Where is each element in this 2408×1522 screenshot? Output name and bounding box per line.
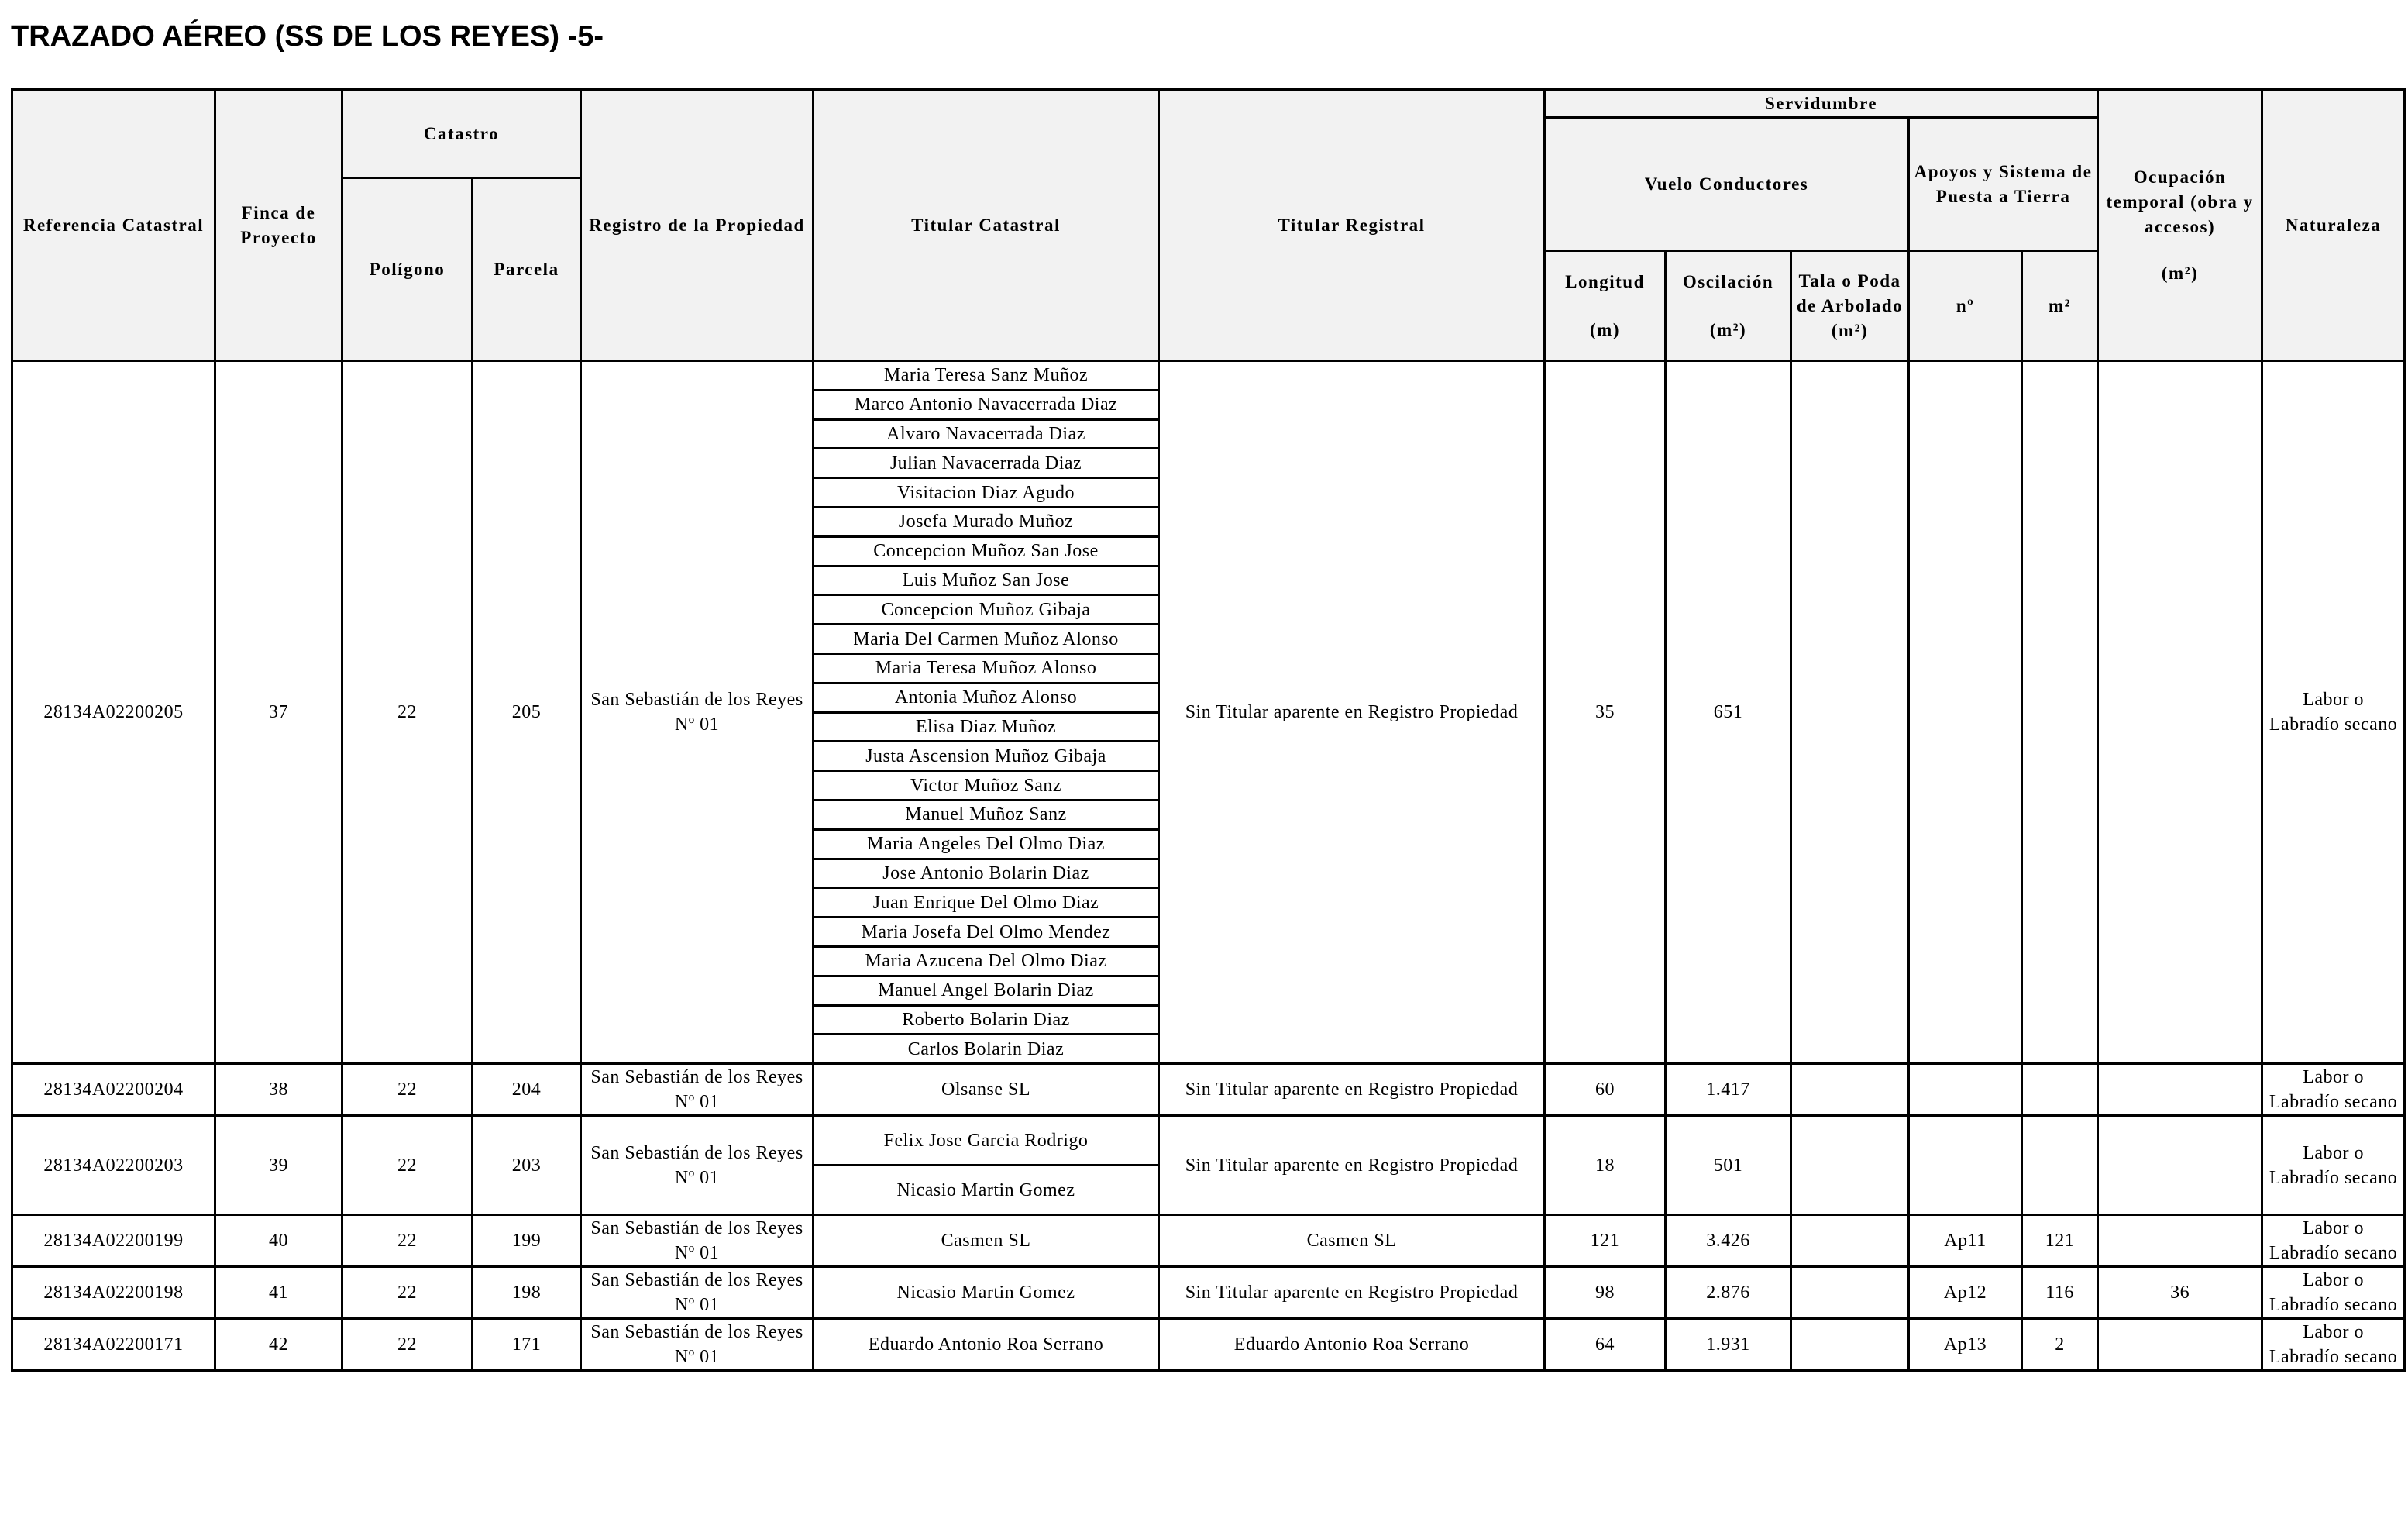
header-finca: Finca de Proyecto <box>215 90 342 361</box>
cell-poligono: 22 <box>342 1064 473 1116</box>
holder-item: Nicasio Martin Gomez <box>896 1179 1075 1200</box>
holder-item: Concepcion Muñoz Gibaja <box>814 595 1158 625</box>
holder-item: Maria Azucena Del Olmo Diaz <box>814 946 1158 976</box>
header-apoyos: Apoyos y Sistema de Puesta a Tierra <box>1909 118 2098 251</box>
cell-apoyo-n <box>1909 361 2022 1064</box>
cell-apoyo-n: Ap11 <box>1909 1215 2022 1267</box>
holder-item: Maria Teresa Muñoz Alonso <box>814 653 1158 683</box>
cell-ocupacion <box>2098 361 2262 1064</box>
table-row <box>12 1064 2405 1116</box>
holder-item: Jose Antonio Bolarin Diaz <box>814 859 1158 888</box>
cell-poligono: 22 <box>342 1215 473 1267</box>
holder-item: Marco Antonio Navacerrada Diaz <box>814 390 1158 419</box>
cell-tala <box>1791 1267 1909 1319</box>
cell-tala <box>1791 361 1909 1064</box>
cell-naturaleza: Labor o Labradío secano <box>2262 1267 2405 1319</box>
cell-apoyo-m2 <box>2022 1064 2098 1116</box>
cell-oscilacion: 1.417 <box>1666 1064 1791 1116</box>
cell-finca: 40 <box>215 1215 342 1267</box>
cell-oscilacion: 651 <box>1666 361 1791 1064</box>
holder-item: Julian Navacerrada Diaz <box>814 449 1158 478</box>
header-ocupacion-unit: (m²) <box>2161 263 2199 283</box>
cell-poligono: 22 <box>342 1319 473 1371</box>
cell-naturaleza: Labor o Labradío secano <box>2262 1064 2405 1116</box>
cell-ocupacion <box>2098 1064 2262 1116</box>
cell-longitud: 18 <box>1545 1116 1666 1215</box>
cell-referencia: 28134A02200171 <box>12 1319 215 1371</box>
holder-item: Juan Enrique Del Olmo Diaz <box>814 888 1158 918</box>
cell-referencia: 28134A02200203 <box>12 1116 215 1215</box>
cell-apoyo-m2 <box>2022 361 2098 1064</box>
cell-finca: 39 <box>215 1116 342 1215</box>
holder-list <box>814 362 1158 1062</box>
cell-apoyo-m2: 116 <box>2022 1267 2098 1319</box>
holder-item: Manuel Angel Bolarin Diaz <box>814 976 1158 1005</box>
cell-tala <box>1791 1319 1909 1371</box>
cell-finca: 41 <box>215 1267 342 1319</box>
cell-longitud: 60 <box>1545 1064 1666 1116</box>
cell-titular-catastral: Olsanse SL <box>814 1064 1159 1116</box>
cell-referencia: 28134A02200198 <box>12 1267 215 1319</box>
table-row <box>12 1215 2405 1267</box>
cell-parcela: 198 <box>473 1267 581 1319</box>
holder-list <box>814 1117 1158 1214</box>
holder-item: Roberto Bolarin Diaz <box>814 1005 1158 1035</box>
cell-titular-registral: Sin Titular aparente en Registro Propiedad <box>1159 1267 1545 1319</box>
header-longitud-label: Longitud <box>1565 271 1645 291</box>
cell-apoyo-n <box>1909 1064 2022 1116</box>
cell-longitud: 98 <box>1545 1267 1666 1319</box>
cell-apoyo-n: Ap13 <box>1909 1319 2022 1371</box>
header-oscilacion-label: Oscilación <box>1682 271 1774 291</box>
header-tala <box>1791 251 1909 361</box>
cell-titular-registral: Sin Titular aparente en Registro Propiedad <box>1159 1064 1545 1116</box>
cell-tala <box>1791 1215 1909 1267</box>
cell-longitud: 35 <box>1545 361 1666 1064</box>
header-vuelo: Vuelo Conductores <box>1545 118 1909 251</box>
header-apoyo-n: nº <box>1909 251 2022 361</box>
cell-titular-catastral <box>814 361 1159 1064</box>
holder-item: Maria Angeles Del Olmo Diaz <box>814 829 1158 859</box>
holder-item: Victor Muñoz Sanz <box>814 771 1158 801</box>
cell-titular-catastral <box>814 1116 1159 1215</box>
cell-registro: San Sebastián de los Reyes Nº 01 <box>581 1064 814 1116</box>
cell-oscilacion: 1.931 <box>1666 1319 1791 1371</box>
header-servidumbre: Servidumbre <box>1545 90 2098 118</box>
cell-parcela: 171 <box>473 1319 581 1371</box>
header-tala-unit: (m²) <box>1831 320 1869 340</box>
cell-finca: 42 <box>215 1319 342 1371</box>
cell-titular-catastral: Casmen SL <box>814 1215 1159 1267</box>
cell-naturaleza: Labor o Labradío secano <box>2262 1319 2405 1371</box>
header-naturaleza: Naturaleza <box>2262 90 2405 361</box>
holder-item: Elisa Diaz Muñoz <box>814 712 1158 742</box>
table-header <box>12 90 2405 361</box>
cell-finca: 37 <box>215 361 342 1064</box>
holder-item: Felix Jose Garcia Rodrigo <box>814 1117 1158 1166</box>
cell-apoyo-m2: 2 <box>2022 1319 2098 1371</box>
cell-parcela: 204 <box>473 1064 581 1116</box>
cell-tala <box>1791 1064 1909 1116</box>
cell-titular-registral: Casmen SL <box>1159 1215 1545 1267</box>
table-row <box>12 1267 2405 1319</box>
cell-registro: San Sebastián de los Reyes Nº 01 <box>581 1116 814 1215</box>
holder-item: Antonia Muñoz Alonso <box>814 683 1158 712</box>
holder-item: Josefa Murado Muñoz <box>814 507 1158 536</box>
cell-apoyo-m2 <box>2022 1116 2098 1215</box>
holder-item: Justa Ascension Muñoz Gibaja <box>814 742 1158 771</box>
header-longitud-unit: (m) <box>1590 319 1620 339</box>
cell-ocupacion: 36 <box>2098 1267 2262 1319</box>
table-row <box>12 361 2405 1064</box>
holder-item: Manuel Muñoz Sanz <box>814 800 1158 829</box>
cell-titular-catastral: Eduardo Antonio Roa Serrano <box>814 1319 1159 1371</box>
cell-ocupacion <box>2098 1116 2262 1215</box>
header-tala-label: Tala o Poda de Arbolado <box>1796 270 1904 315</box>
cell-titular-registral: Sin Titular aparente en Registro Propiedad <box>1159 1116 1545 1215</box>
cell-ocupacion <box>2098 1215 2262 1267</box>
cell-parcela: 203 <box>473 1116 581 1215</box>
cell-naturaleza: Labor o Labradío secano <box>2262 1215 2405 1267</box>
table-row <box>12 1116 2405 1215</box>
cell-registro: San Sebastián de los Reyes Nº 01 <box>581 1319 814 1371</box>
header-titular-catastral: Titular Catastral <box>814 90 1159 361</box>
cell-referencia: 28134A02200204 <box>12 1064 215 1116</box>
cell-titular-registral: Eduardo Antonio Roa Serrano <box>1159 1319 1545 1371</box>
cell-parcela: 205 <box>473 361 581 1064</box>
cell-apoyo-m2: 121 <box>2022 1215 2098 1267</box>
cell-oscilacion: 2.876 <box>1666 1267 1791 1319</box>
cell-oscilacion: 501 <box>1666 1116 1791 1215</box>
cell-parcela: 199 <box>473 1215 581 1267</box>
header-ocupacion <box>2098 90 2262 361</box>
cell-longitud: 121 <box>1545 1215 1666 1267</box>
cell-tala <box>1791 1116 1909 1215</box>
cell-titular-catastral: Nicasio Martin Gomez <box>814 1267 1159 1319</box>
cell-naturaleza: Labor o Labradío secano <box>2262 361 2405 1064</box>
cell-apoyo-n: Ap12 <box>1909 1267 2022 1319</box>
table-body <box>12 361 2405 1371</box>
holder-item: Concepcion Muñoz San Jose <box>814 536 1158 566</box>
cell-ocupacion <box>2098 1319 2262 1371</box>
holder-item: Luis Muñoz San Jose <box>814 566 1158 595</box>
header-catastro: Catastro <box>342 90 581 178</box>
holder-item: Alvaro Navacerrada Diaz <box>814 419 1158 449</box>
header-referencia: Referencia Catastral <box>12 90 215 361</box>
cell-naturaleza: Labor o Labradío secano <box>2262 1116 2405 1215</box>
cell-finca: 38 <box>215 1064 342 1116</box>
holder-item: Maria Del Carmen Muñoz Alonso <box>814 625 1158 654</box>
cell-referencia: 28134A02200205 <box>12 361 215 1064</box>
header-registro: Registro de la Propiedad <box>581 90 814 361</box>
parcel-table <box>11 88 2406 1372</box>
header-oscilacion-unit: (m²) <box>1709 319 1747 339</box>
cell-titular-registral: Sin Titular aparente en Registro Propiedad <box>1159 361 1545 1064</box>
cell-longitud: 64 <box>1545 1319 1666 1371</box>
cell-registro: San Sebastián de los Reyes Nº 01 <box>581 1215 814 1267</box>
cell-referencia: 28134A02200199 <box>12 1215 215 1267</box>
header-titular-registral: Titular Registral <box>1159 90 1545 361</box>
header-parcela: Parcela <box>473 178 581 361</box>
table-row <box>12 1319 2405 1371</box>
cell-registro: San Sebastián de los Reyes Nº 01 <box>581 1267 814 1319</box>
cell-poligono: 22 <box>342 361 473 1064</box>
holder-item: Visitacion Diaz Agudo <box>814 478 1158 508</box>
cell-poligono: 22 <box>342 1116 473 1215</box>
document-title: TRAZADO AÉREO (SS DE LOS REYES) -5- <box>11 20 604 53</box>
header-longitud <box>1545 251 1666 361</box>
header-poligono: Polígono <box>342 178 473 361</box>
cell-oscilacion: 3.426 <box>1666 1215 1791 1267</box>
holder-item: Carlos Bolarin Diaz <box>907 1038 1065 1059</box>
cell-registro: San Sebastián de los Reyes Nº 01 <box>581 361 814 1064</box>
holder-item: Maria Josefa Del Olmo Mendez <box>814 918 1158 947</box>
cell-poligono: 22 <box>342 1267 473 1319</box>
cell-apoyo-n <box>1909 1116 2022 1215</box>
holder-item: Maria Teresa Sanz Muñoz <box>814 362 1158 390</box>
header-ocupacion-label: Ocupación temporal (obra y accesos) <box>2106 167 2254 236</box>
header-oscilacion <box>1666 251 1791 361</box>
header-apoyo-m2: m² <box>2022 251 2098 361</box>
